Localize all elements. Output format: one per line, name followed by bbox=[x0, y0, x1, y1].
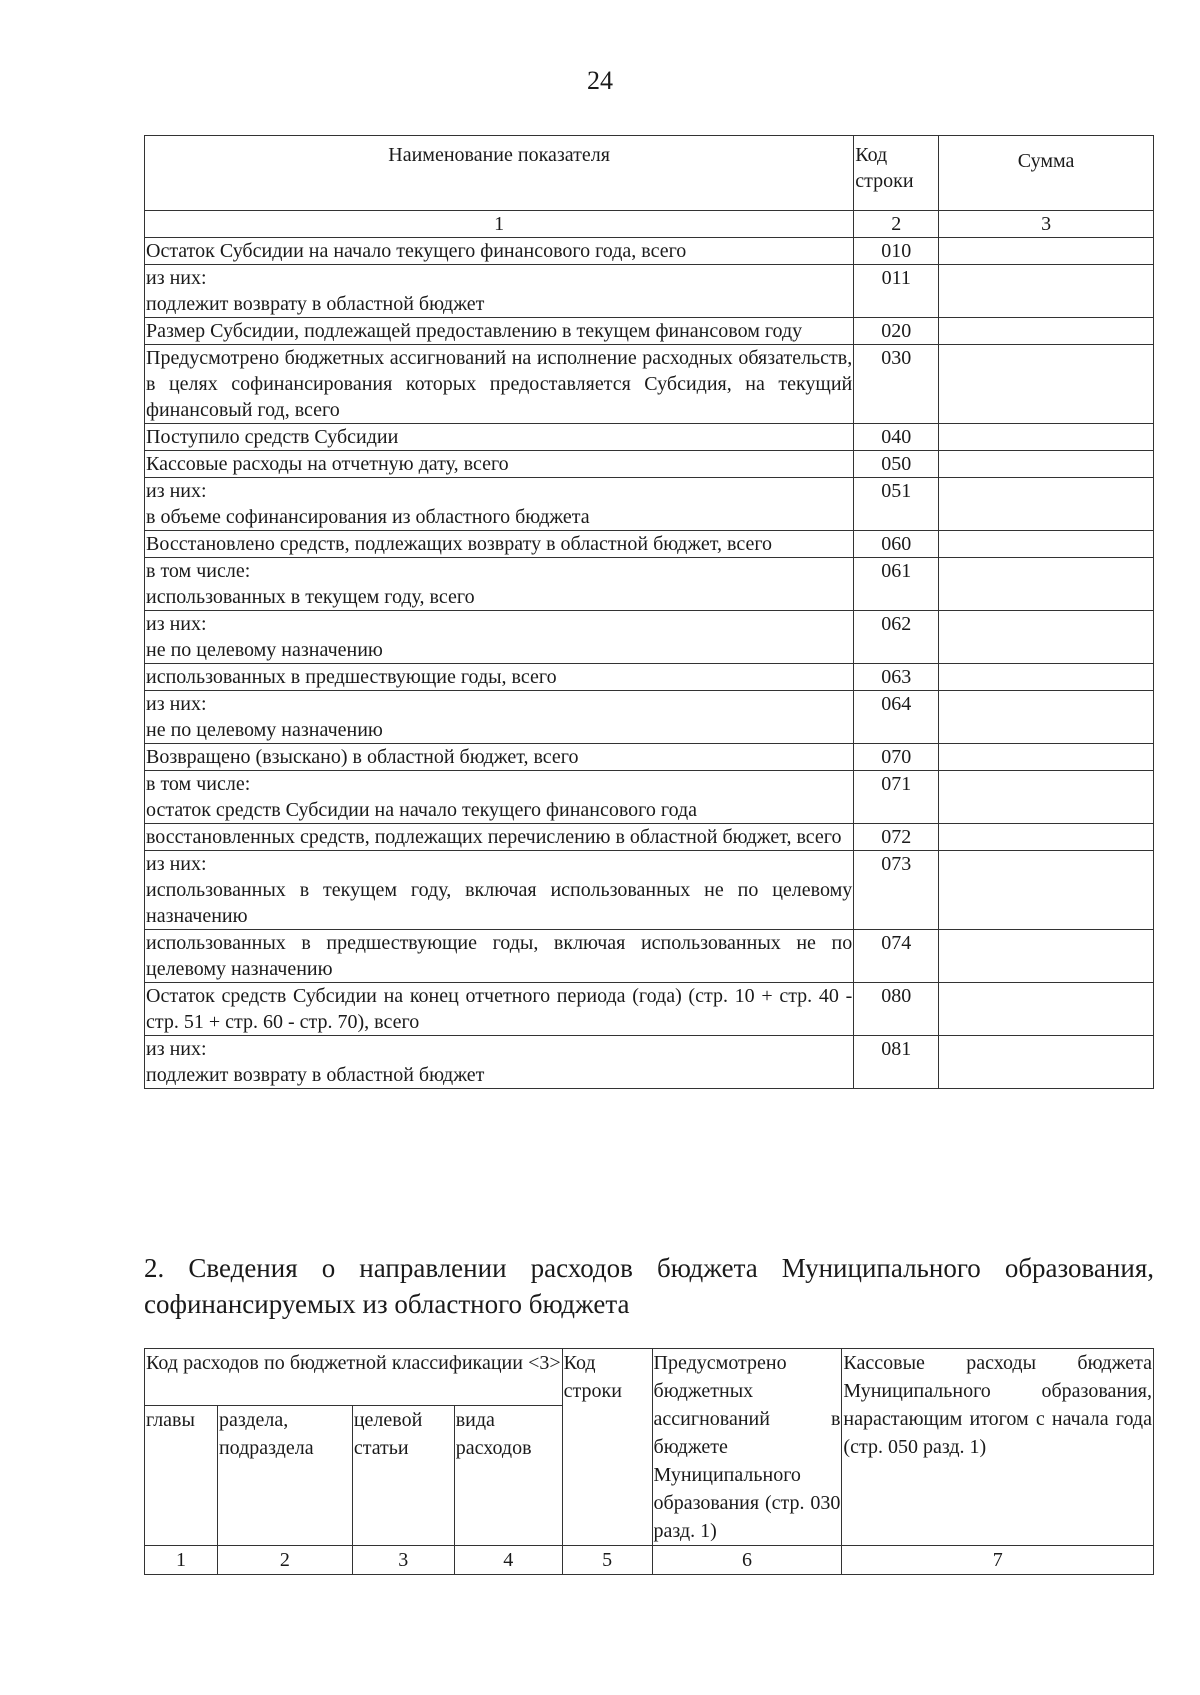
header-section: раздела, подраздела bbox=[217, 1406, 352, 1546]
indicator-name-line: подлежит возврату в областной бюджет bbox=[146, 293, 485, 315]
expense-directions-table bbox=[144, 1348, 1154, 1575]
table-row bbox=[145, 824, 1154, 851]
indicator-name-line: Восстановлено средств, подлежащих возврату в областной бюджет, всего bbox=[146, 533, 773, 555]
column-number: 6 bbox=[652, 1546, 842, 1575]
header-cash-expenses: Кассовые расходы бюджета Муниципального образования, нарастающим итогом с начала года (стр. 050 разд. 1) bbox=[842, 1349, 1154, 1546]
indicator-name-line: в том числе: bbox=[146, 773, 251, 795]
sum-cell bbox=[939, 983, 1154, 1036]
table-row bbox=[145, 345, 1154, 424]
sum-cell bbox=[939, 558, 1154, 611]
row-code: 060 bbox=[854, 531, 939, 558]
indicator-name-line: Остаток Субсидии на начало текущего финансового года, всего bbox=[146, 240, 687, 262]
column-number: 2 bbox=[217, 1546, 352, 1575]
indicator-name bbox=[145, 851, 854, 930]
sum-cell bbox=[939, 265, 1154, 318]
indicator-name bbox=[145, 531, 854, 558]
indicator-name-line: остаток средств Субсидии на начало текущего финансового года bbox=[146, 799, 698, 821]
row-code: 051 bbox=[854, 478, 939, 531]
table-row bbox=[145, 744, 1154, 771]
sum-cell bbox=[939, 851, 1154, 930]
row-code: 081 bbox=[854, 1036, 939, 1089]
table-row bbox=[145, 451, 1154, 478]
sum-cell bbox=[939, 424, 1154, 451]
row-code: 010 bbox=[854, 238, 939, 265]
indicator-name bbox=[145, 478, 854, 531]
indicator-name-line: Остаток средств Субсидии на конец отчетного периода (года) (стр. 10 + стр. 40 - стр. 51 + стр. 60 - стр. 70), всего bbox=[146, 985, 853, 1033]
header-chapter: главы bbox=[145, 1406, 218, 1546]
section-2-title: 2. Сведения о направлении расходов бюджета Муниципального образования, софинансируемых из областного бюджета bbox=[144, 1253, 1154, 1319]
row-code: 063 bbox=[854, 664, 939, 691]
indicator-name-line: в объеме софинансирования из областного бюджета bbox=[146, 506, 590, 528]
page-number: 24 bbox=[587, 66, 613, 95]
sum-cell bbox=[939, 318, 1154, 345]
column-number: 1 bbox=[145, 1546, 218, 1575]
indicator-name bbox=[145, 318, 854, 345]
table-row bbox=[145, 664, 1154, 691]
indicator-name-line: использованных в предшествующие годы, включая использованных не по целевому назначению bbox=[146, 932, 853, 980]
header-code-line1: Код bbox=[855, 144, 888, 166]
indicator-name-line: из них: bbox=[146, 267, 207, 289]
column-number-row bbox=[145, 1546, 1154, 1575]
indicator-name bbox=[145, 611, 854, 664]
row-code: 064 bbox=[854, 691, 939, 744]
column-number: 1 bbox=[145, 211, 854, 238]
table-row bbox=[145, 983, 1154, 1036]
table-row bbox=[145, 318, 1154, 345]
row-code: 020 bbox=[854, 318, 939, 345]
indicator-name-line: Возвращено (взыскано) в областной бюджет, всего bbox=[146, 746, 579, 768]
sum-cell bbox=[939, 1036, 1154, 1089]
row-code: 074 bbox=[854, 930, 939, 983]
indicator-name bbox=[145, 345, 854, 424]
row-code: 073 bbox=[854, 851, 939, 930]
header-row-code bbox=[854, 136, 939, 211]
indicator-name-line: использованных в предшествующие годы, всего bbox=[146, 666, 557, 688]
indicator-name-line: не по целевому назначению bbox=[146, 719, 383, 741]
table-row bbox=[145, 691, 1154, 744]
table-row bbox=[145, 238, 1154, 265]
sum-cell bbox=[939, 611, 1154, 664]
row-code: 011 bbox=[854, 265, 939, 318]
indicator-name bbox=[145, 691, 854, 744]
indicator-name bbox=[145, 1036, 854, 1089]
column-number: 4 bbox=[454, 1546, 562, 1575]
header-code-line2: строки bbox=[855, 170, 914, 192]
sum-cell bbox=[939, 824, 1154, 851]
table-row bbox=[145, 531, 1154, 558]
indicator-name bbox=[145, 824, 854, 851]
indicator-name-line: подлежит возврату в областной бюджет bbox=[146, 1064, 485, 1086]
indicator-name-line: из них: bbox=[146, 853, 207, 875]
sum-cell bbox=[939, 691, 1154, 744]
indicator-name bbox=[145, 930, 854, 983]
sum-cell bbox=[939, 930, 1154, 983]
column-number: 5 bbox=[562, 1546, 652, 1575]
table-header-row bbox=[145, 136, 1154, 211]
row-code: 040 bbox=[854, 424, 939, 451]
table-row bbox=[145, 930, 1154, 983]
sum-cell bbox=[939, 771, 1154, 824]
indicator-name-line: Поступило средств Субсидии bbox=[146, 426, 399, 448]
table-row bbox=[145, 478, 1154, 531]
indicator-name-line: использованных в текущем году, всего bbox=[146, 586, 475, 608]
header-budget-classification: Код расходов по бюджетной классификации <3> bbox=[145, 1349, 563, 1406]
header-target-article: целевой статьи bbox=[352, 1406, 454, 1546]
indicator-name bbox=[145, 238, 854, 265]
indicator-name-line: из них: bbox=[146, 693, 207, 715]
table-row bbox=[145, 265, 1154, 318]
row-code: 062 bbox=[854, 611, 939, 664]
header-expense-type: вида расходов bbox=[454, 1406, 562, 1546]
column-number: 3 bbox=[352, 1546, 454, 1575]
indicator-name-line: не по целевому назначению bbox=[146, 639, 383, 661]
column-number: 7 bbox=[842, 1546, 1154, 1575]
column-number: 3 bbox=[939, 211, 1154, 238]
row-code: 080 bbox=[854, 983, 939, 1036]
indicator-name-line: из них: bbox=[146, 480, 207, 502]
sum-cell bbox=[939, 345, 1154, 424]
header-planned-allocations: Предусмотрено бюджетных ассигнований в бюджете Муниципального образования (стр. 030 разд. 1) bbox=[652, 1349, 842, 1546]
indicator-name-line: из них: bbox=[146, 1038, 207, 1060]
indicator-name-line: Предусмотрено бюджетных ассигнований на исполнение расходных обязательств, в целях софинансирования которых предоставляется Субсидия, на текущий финансовый год, всего bbox=[146, 347, 853, 421]
sum-cell bbox=[939, 238, 1154, 265]
header-indicator-name: Наименование показателя bbox=[145, 136, 854, 211]
indicator-name-line: из них: bbox=[146, 613, 207, 635]
sum-cell bbox=[939, 744, 1154, 771]
indicator-name bbox=[145, 771, 854, 824]
sum-cell bbox=[939, 531, 1154, 558]
indicator-name bbox=[145, 744, 854, 771]
indicator-name-line: в том числе: bbox=[146, 560, 251, 582]
indicator-name-line: Кассовые расходы на отчетную дату, всего bbox=[146, 453, 509, 475]
row-code: 071 bbox=[854, 771, 939, 824]
table-row bbox=[145, 851, 1154, 930]
table-row bbox=[145, 424, 1154, 451]
table-row bbox=[145, 1036, 1154, 1089]
indicator-name bbox=[145, 265, 854, 318]
indicator-name bbox=[145, 451, 854, 478]
row-code: 030 bbox=[854, 345, 939, 424]
indicator-name-line: восстановленных средств, подлежащих перечислению в областной бюджет, всего bbox=[146, 826, 842, 848]
column-number: 2 bbox=[854, 211, 939, 238]
indicator-name-line: Размер Субсидии, подлежащей предоставлению в текущем финансовом году bbox=[146, 320, 803, 342]
sum-cell bbox=[939, 451, 1154, 478]
indicator-name bbox=[145, 983, 854, 1036]
table-header-row bbox=[145, 1349, 1154, 1406]
row-code: 061 bbox=[854, 558, 939, 611]
row-code: 070 bbox=[854, 744, 939, 771]
row-code: 072 bbox=[854, 824, 939, 851]
header-sum: Сумма bbox=[939, 136, 1154, 211]
table-row bbox=[145, 558, 1154, 611]
indicator-name bbox=[145, 664, 854, 691]
row-code: 050 bbox=[854, 451, 939, 478]
indicator-name bbox=[145, 558, 854, 611]
header-row-code: Код строки bbox=[562, 1349, 652, 1546]
column-number-row bbox=[145, 211, 1154, 238]
table-row bbox=[145, 771, 1154, 824]
indicator-name-line: использованных в текущем году, включая использованных не по целевому назначению bbox=[146, 879, 853, 927]
indicator-name bbox=[145, 424, 854, 451]
subsidy-indicators-table bbox=[144, 135, 1154, 1089]
sum-cell bbox=[939, 664, 1154, 691]
table-row bbox=[145, 611, 1154, 664]
sum-cell bbox=[939, 478, 1154, 531]
